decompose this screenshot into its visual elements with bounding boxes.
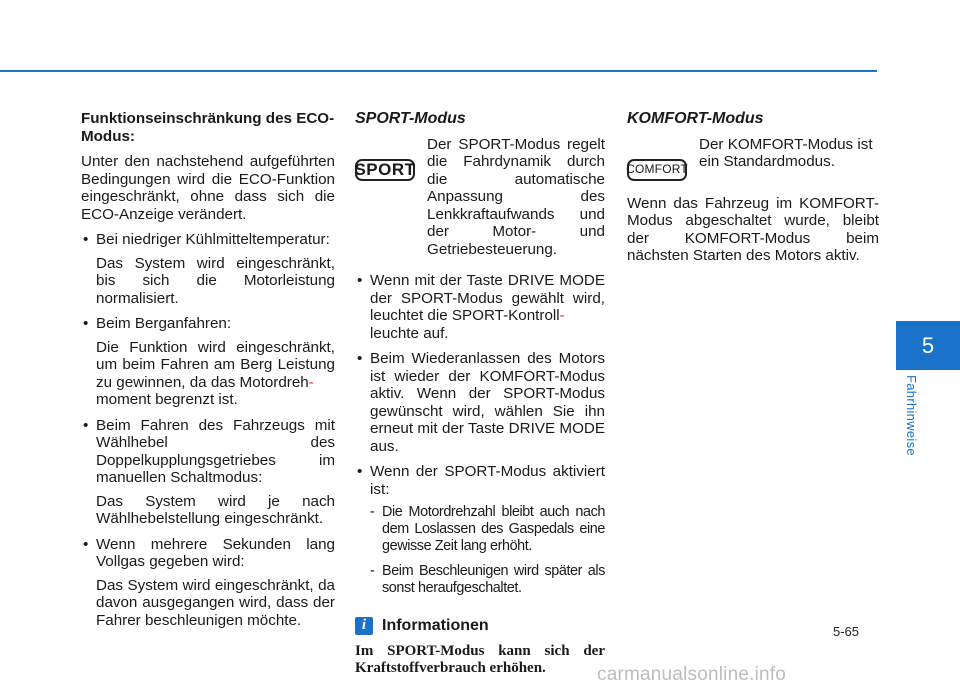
chapter-tab: 5	[896, 321, 960, 370]
text-part: leuchte auf.	[370, 324, 449, 342]
sport-intro-text: Der SPORT-Modus regelt die Fahrdynamik durch die automatische Anpassung des Lenkkraftaufwands und der Motor- und Getriebesteuerung.	[427, 135, 605, 258]
komfort-intro-text: Der KOMFORT-Modus ist ein Standardmodus.	[699, 135, 873, 170]
bullet-icon: •	[83, 231, 89, 248]
list-item	[355, 272, 605, 342]
sport-effects-list	[370, 504, 605, 597]
info-header	[355, 617, 605, 635]
hyphen-mark: -	[308, 373, 314, 391]
bullet-icon: •	[357, 463, 363, 480]
bullet-icon: •	[357, 350, 363, 367]
list-item-text: Beim Wiederanlassen des Motors ist wieder der KOMFORT-Modus aktiv. Wenn der SPORT-Modus gewünscht wird, wählen Sie ihn erneut mit der Taste DRIVE MODE aus.	[370, 350, 605, 455]
bullet-icon: •	[83, 416, 89, 434]
list-item-desc: Das System wird je nach Wählhebelstellung eingeschränkt.	[96, 492, 335, 527]
eco-restriction-heading: Funktionseinschränkung des ECO-Modus:	[81, 110, 335, 145]
komfort-body-text: Wenn das Fahrzeug im KOMFORT-Modus abgeschaltet wurde, bleibt der KOMFORT-Modus beim nächsten Starten des Motors aktiv.	[627, 194, 879, 264]
bullet-icon: •	[357, 272, 363, 289]
dash-icon: -	[370, 563, 375, 579]
list-item-text	[370, 272, 605, 342]
sport-indicator	[355, 159, 419, 267]
sport-icon: SPORT	[354, 159, 416, 179]
column-sport-mode	[355, 110, 605, 677]
column-komfort-mode	[627, 110, 879, 273]
komfort-indicator	[627, 159, 691, 181]
desc-part: Die Funktion wird eingeschränkt, um beim Fahren am Berg Leistung zu gewinnen, da das Motordreh	[96, 338, 335, 391]
sport-intro-row	[355, 136, 605, 267]
dash-icon: -	[370, 504, 375, 520]
list-item	[81, 231, 335, 307]
dash-text: Beim Beschleunigen wird später als sonst heraufgeschaltet.	[382, 563, 605, 596]
list-item-desc: Das System wird eingeschränkt, da davon ausgegangen wird, dass der Fahrer beschleunigen möchte.	[96, 576, 335, 629]
header-rule	[0, 70, 877, 72]
eco-restriction-intro: Unter den nachstehend aufgeführten Bedingungen wird die ECO-Funktion eingeschränkt, ohne dass sich die ECO-Anzeige verändert.	[81, 153, 335, 223]
dash-item	[370, 504, 605, 555]
list-item	[355, 350, 605, 455]
list-item-text: Wenn der SPORT-Modus aktiviert ist:	[370, 463, 605, 498]
list-item-title: Beim Berganfahren:	[96, 315, 232, 332]
list-item	[81, 536, 335, 630]
info-title: Informationen	[382, 617, 489, 635]
sport-list	[355, 272, 605, 597]
list-item-desc	[96, 339, 335, 409]
hyphen-mark: -	[559, 307, 565, 324]
text-part: Wenn mit der Taste DRIVE MODE der SPORT-Modus gewählt wird, leuchtet die SPORT-Kontroll	[370, 272, 605, 324]
list-item-desc: Das System wird eingeschränkt, bis sich die Motorleistung normalisiert.	[96, 254, 335, 307]
watermark: carmanualsonline.info	[597, 664, 787, 685]
sport-mode-title: SPORT-Modus	[355, 110, 466, 127]
dash-item	[370, 563, 605, 597]
info-icon: i	[355, 617, 373, 635]
komfort-intro-row	[627, 136, 879, 181]
list-item-title: Wenn mehrere Sekunden lang Vollgas gegeben wird:	[96, 535, 335, 570]
list-item	[81, 315, 335, 409]
column-eco-restrictions	[81, 110, 335, 637]
eco-restriction-list	[81, 231, 335, 629]
chapter-label	[896, 370, 926, 460]
dash-text: Die Motordrehzahl bleibt auch nach dem Loslassen des Gaspedals eine gewisse Zeit lang erhöht.	[382, 504, 605, 554]
list-item	[81, 417, 335, 528]
list-item-title: Bei niedriger Kühlmitteltemperatur:	[96, 231, 330, 248]
list-item-title: Beim Fahren des Fahrzeugs mit Wählhebel des Doppelkupplungsgetriebes im manuellen Schaltmodus:	[96, 416, 335, 486]
comfort-icon: COMFORT	[627, 159, 687, 181]
bullet-icon: •	[83, 535, 89, 553]
bullet-icon: •	[83, 315, 89, 332]
info-text: Im SPORT-Modus kann sich der Kraftstoffverbrauch erhöhen.	[355, 643, 605, 676]
list-item	[355, 463, 605, 597]
page-number: 5-65	[833, 624, 860, 639]
komfort-mode-title: KOMFORT-Modus	[627, 110, 764, 127]
chapter-label-text: Fahrhinweise	[903, 374, 919, 456]
desc-part: moment begrenzt ist.	[96, 391, 238, 408]
